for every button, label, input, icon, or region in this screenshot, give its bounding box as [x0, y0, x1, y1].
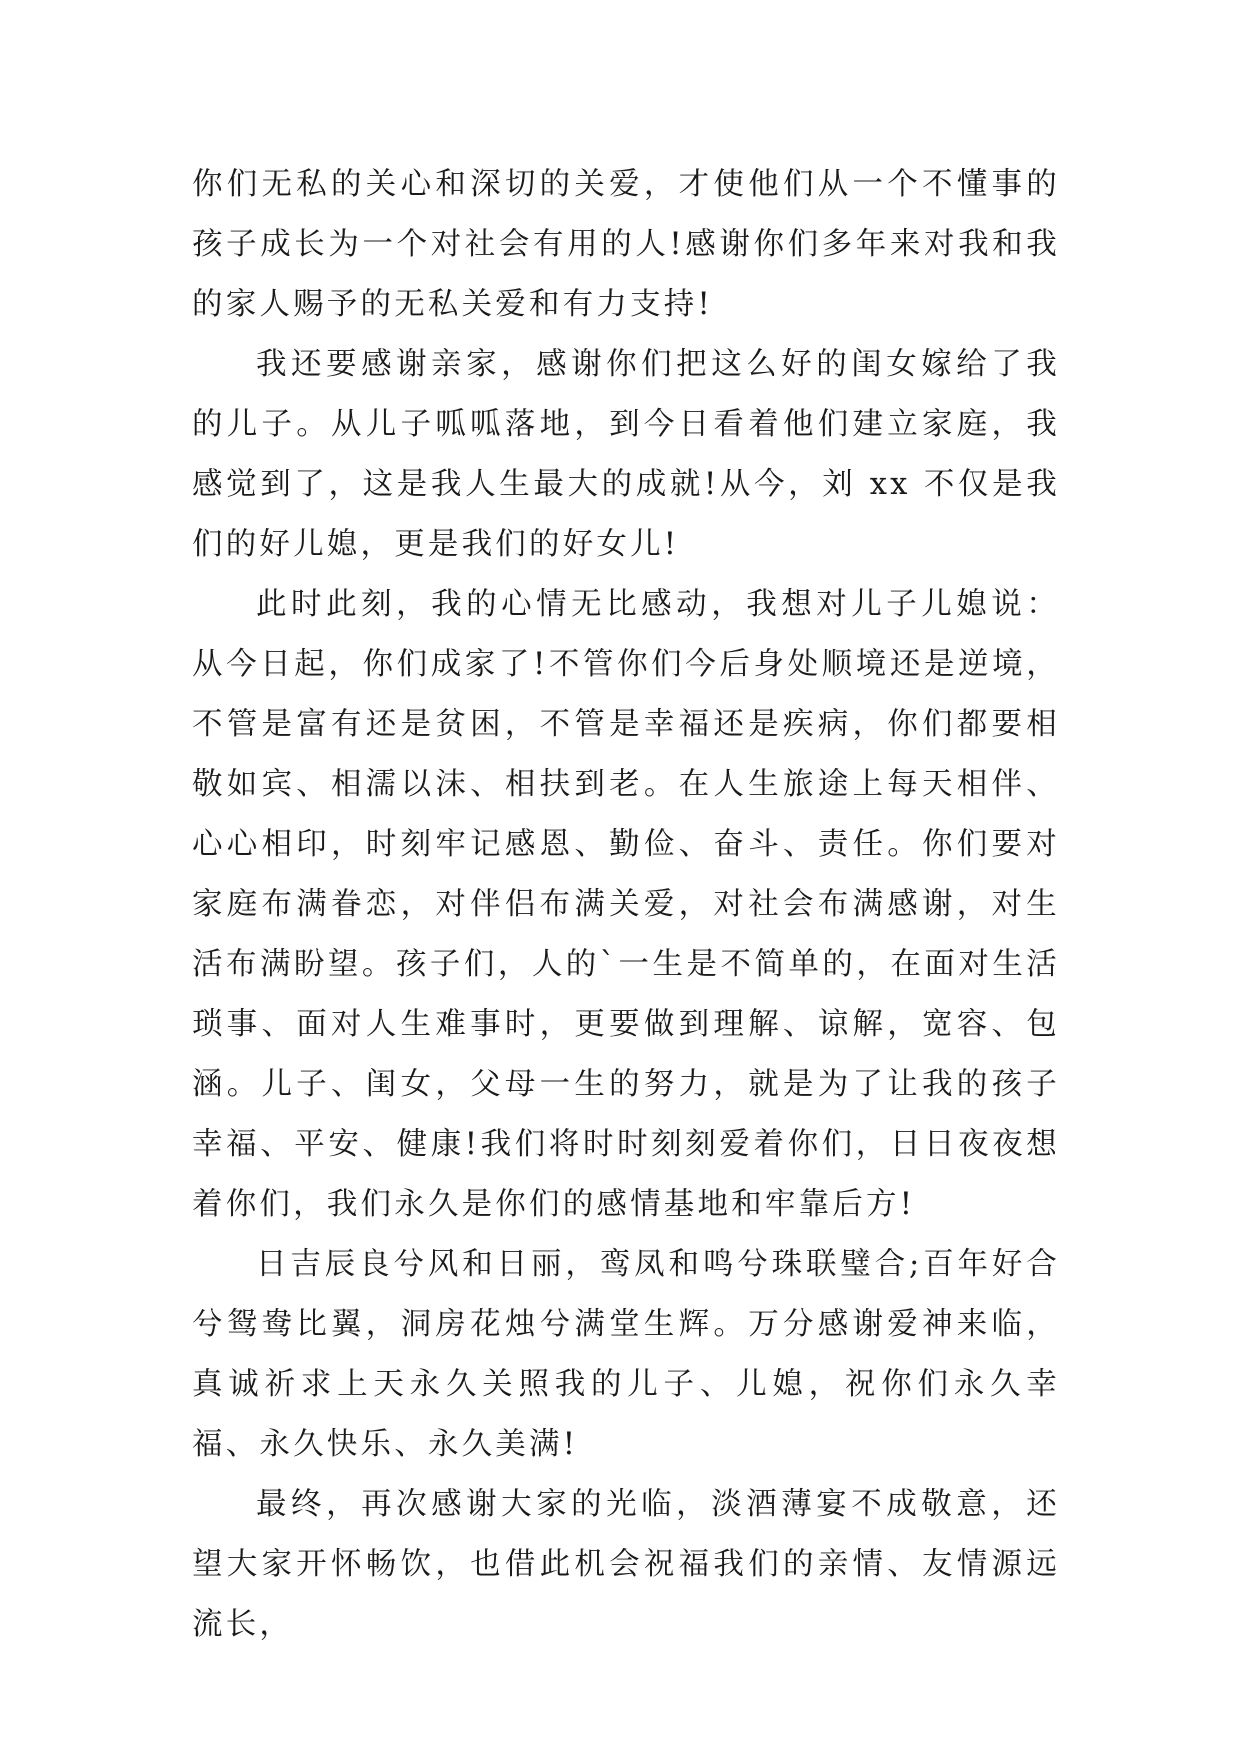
paragraph-blessing: 日吉辰良兮风和日丽，鸾凤和鸣兮珠联璧合;百年好合兮鸳鸯比翼，洞房花烛兮满堂生辉。万分感谢爱神来临，真诚祈求上天永久关照我的儿子、儿媳，祝你们永久幸福、永久快乐、永久美满! — [192, 1247, 1060, 1462]
paragraph-thanks-in-laws: 我还要感谢亲家，感谢你们把这么好的闺女嫁给了我的儿子。从儿子呱呱落地，到今日看着他们建立家庭，我感觉到了，这是我人生最大的成就!从今，刘 xx 不仅是我们的好儿媳，更是我们的好女儿! — [192, 347, 1060, 562]
paragraph-message-to-couple: 此时此刻，我的心情无比感动，我想对儿子儿媳说：从今日起，你们成家了!不管你们今后身处顺境还是逆境，不管是富有还是贫困，不管是幸福还是疾病，你们都要相敬如宾、相濡以沫、相扶到老。在人生旅途上每天相伴、心心相印，时刻牢记感恩、勤俭、奋斗、责任。你们要对家庭布满眷恋，对伴侣布满关爱，对社会布满感谢，对生活布满盼望。孩子们，人的`一生是不简单的，在面对生活琐事、面对人生难事时，更要做到理解、谅解，宽容、包涵。儿子、闺女，父母一生的努力，就是为了让我的孩子幸福、平安、健康!我们将时时刻刻爱着你们，日日夜夜想着你们，我们永久是你们的感情基地和牢靠后方! — [192, 587, 1060, 1222]
paragraph-closing: 最终，再次感谢大家的光临，淡酒薄宴不成敬意，还望大家开怀畅饮，也借此机会祝福我们的亲情、友情源远流长， — [192, 1487, 1060, 1642]
paragraph-continuation: 你们无私的关心和深切的关爱，才使他们从一个不懂事的孩子成长为一个对社会有用的人!感谢你们多年来对我和我的家人赐予的无私关爱和有力支持! — [192, 167, 1060, 322]
document-body — [192, 155, 1060, 1655]
